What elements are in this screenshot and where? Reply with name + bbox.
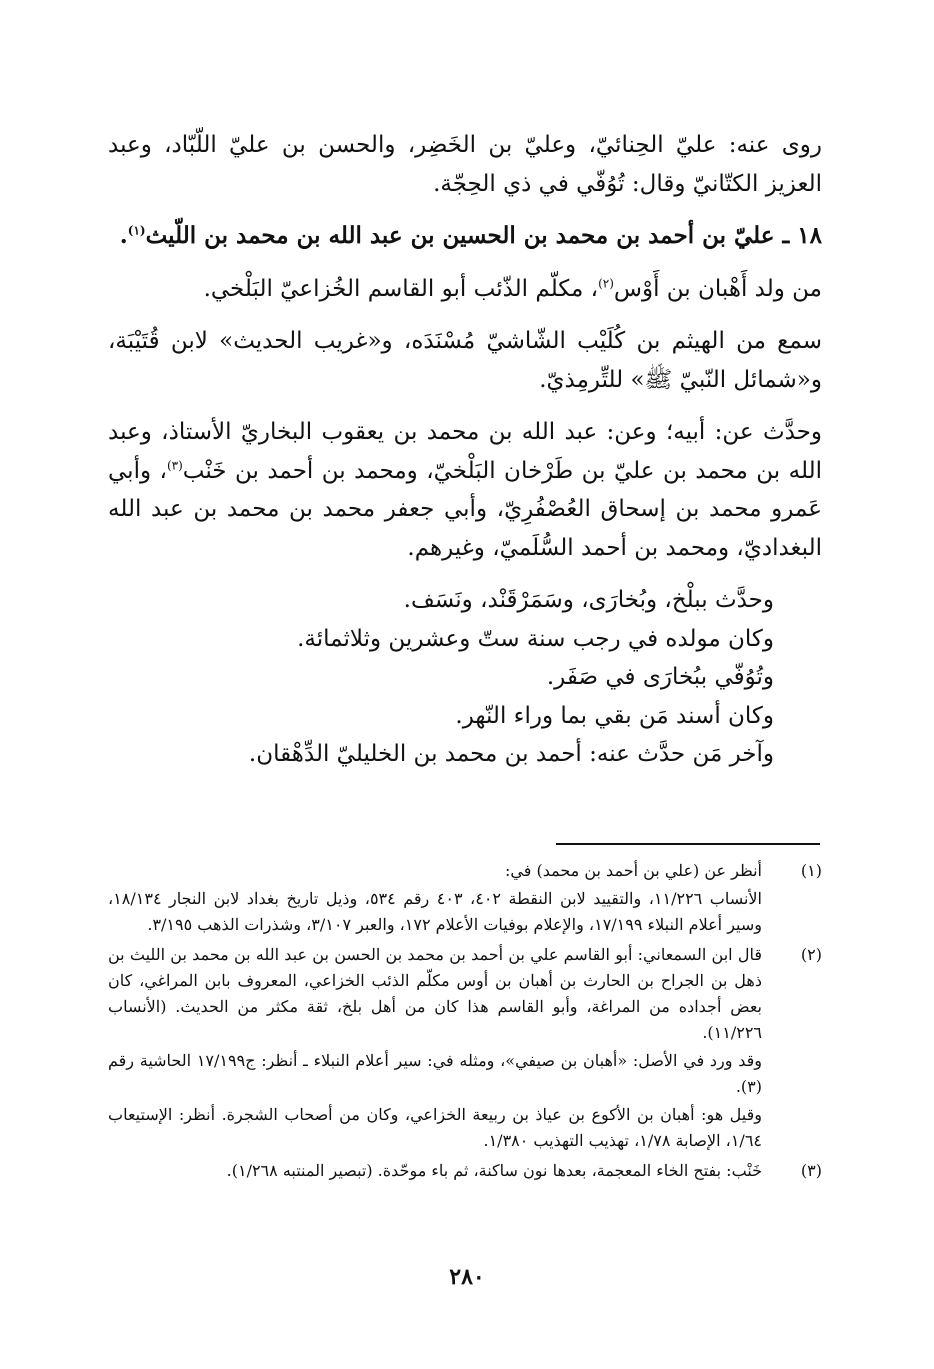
footnotes <box>108 858 822 1188</box>
footnote-line: وقيل هو: أهبان بن الأكوع بن عياذ بن ربيعة الخزاعي، وكان من أصحاب الشجرة. أنظر: الإستيعاب ١/٦٤، الإصابة ١/٧٨، تهذيب التهذيب ١/٣٨٠. <box>108 1105 762 1150</box>
entry-heading <box>108 217 822 256</box>
footnote-1 <box>108 858 822 938</box>
paragraph-narrators: روى عنه: عليّ الحِنائيّ، وعليّ بن الخَضِر، والحسن بن عليّ اللّبّاد، وعبد العزيز الكتّانيّ وقال: تُوُفّي في ذي الحِجّة. <box>108 132 822 197</box>
entry-heading-text: ١٨ ـ عليّ بن أحمد بن محمد بن الحسين بن عبد الله بن محمد بن اللّيث <box>145 222 822 249</box>
footnote-ref-3[interactable]: (٣) <box>166 457 183 472</box>
footnote-body <box>108 1158 762 1184</box>
footnote-number: (٢) <box>800 945 822 964</box>
paragraph-last-narrator: وآخر مَن حدَّث عنه: أحمد بن محمد بن الخليليّ الدِّهْقان. <box>248 741 774 767</box>
paragraph-chain: وكان أسند مَن بقي بما وراء النّهر. <box>455 702 774 729</box>
narrated-text-b: ، وأبي عَمرو محمد بن إسحاق العُصْفُرِيّ، وأبي جعفر محمد بن محمد بن عبد الله البغداديّ، ومحمد بن أحمد السُّلَميّ، وغيرهم. <box>108 457 822 561</box>
paragraph-places: وحدَّث ببلْخ، وبُخارَى، وسَمَرْقَنْد، ونَسَف. <box>403 587 774 613</box>
lineage-text-a: من ولد أَهْبان بن أَوْس <box>613 275 822 302</box>
entry-heading-end: . <box>119 222 128 249</box>
footnote-ref-1[interactable]: (١) <box>127 223 146 238</box>
footnote-2 <box>108 942 822 1154</box>
main-text <box>108 126 822 774</box>
footnote-line: وقد ورد في الأصل: «أهبان بن صيفي»، ومثله في: سير أعلام النبلاء ـ أنظر: ج١٧/١٩٩ الحاشية رقم (٣). <box>108 1051 763 1096</box>
footnote-body <box>108 858 762 938</box>
paragraph-heard-from: سمع من الهيثم بن كُلَيْب الشّاشيّ مُسْنَدَه، و«غريب الحديث» لابن قُتَيْبَة، و«شمائل النّبيّ ﷺ» للتِّرمِذيّ. <box>108 328 822 393</box>
footnote-3 <box>108 1158 822 1184</box>
paragraph-lineage <box>108 270 822 309</box>
footnote-number: (٣) <box>800 1161 822 1180</box>
footnote-ref-2[interactable]: (٢) <box>598 275 614 290</box>
footnote-line: خَنْب: بفتح الخاء المعجمة، بعدها نون ساكنة، ثم باء موحّدة. (تبصير المنتبه ١/٢٦٨). <box>226 1161 762 1180</box>
footnote-line: قال ابن السمعاني: أبو القاسم علي بن أحمد بن محمد بن الحسن بن عبد الله بن محمد بن الليث بن ذهل بن الجراح بن الحارث بن أهبان بن أوس مكلّم الذئب الخزاعي، المعروف بابن المراغي، كان بعض أجداده من المراغة، وأبو القاسم هذا كان من أهل بلخ، ثقة مكثر من الحديث. (الأنساب ١١/٢٢٦). <box>108 945 762 1042</box>
narrated-text-a: وحدَّث عن: أبيه؛ وعن: عبد الله بن محمد بن يعقوب البخاريّ الأستاذ، وعبد الله بن محمد بن عليّ بن طَرْخان البَلْخيّ، ومحمد بن أحمد بن خَنْب <box>108 419 822 484</box>
footnote-number: (١) <box>800 861 822 880</box>
lineage-text-b: ، مكلّم الذّئب أبو القاسم الخُزاعيّ البَلْخي. <box>203 275 599 302</box>
footnote-body <box>108 942 762 1154</box>
footnote-line: الأنساب ١١/٢٢٦، والتقييد لابن النقطة ٤٠٢، ٤٠٣ رقم ٥٣٤، وذيل تاريخ بغداد لابن النجار ١٨/١٣٤، وسير أعلام النبلاء ١٧/١٩٩، والإعلام بوفيات الأعلام ١٧٢، والعبر ٣/١٠٧، وشذرات الذهب ٣/١٩٥. <box>108 889 763 934</box>
page-number: ٢٨٠ <box>449 1264 485 1290</box>
footnote-line: أنظر عن (علي بن أحمد بن محمد) في: <box>504 861 762 880</box>
paragraph-narrated-from <box>108 413 822 567</box>
footnote-divider <box>556 843 820 845</box>
paragraph-death: وتُوُفّي ببُخارَى في صَفَر. <box>546 664 774 690</box>
paragraph-birth: وكان مولده في رجب سنة ستّ وعشرين وثلاثمائة. <box>297 625 774 652</box>
